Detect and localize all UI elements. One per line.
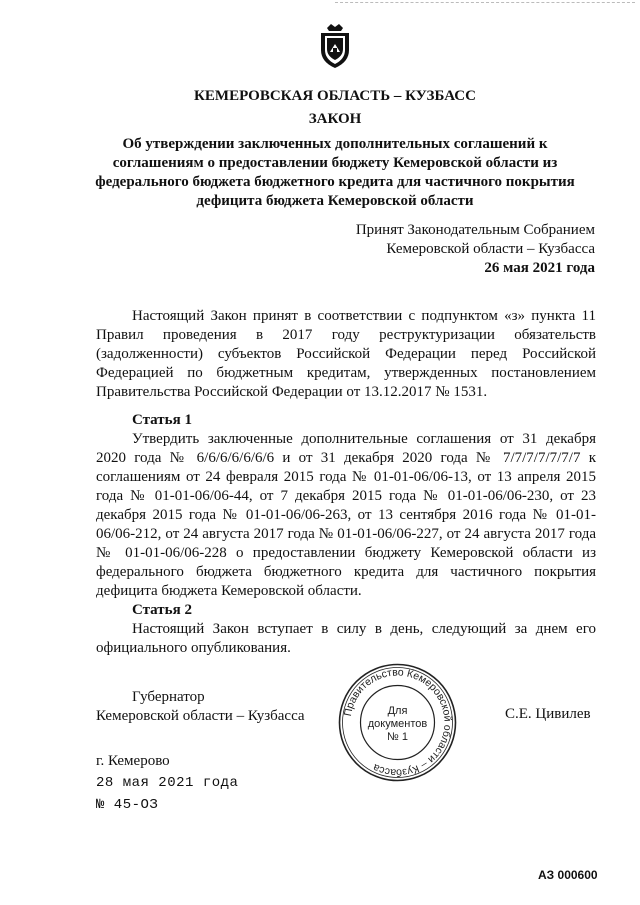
law-number: № 45-ОЗ [96,797,159,813]
article-1-body [96,430,596,601]
signatory-name: С.Е. Цивилев [505,706,591,722]
scan-edge-line [335,2,635,4]
adoption-line-1: Принят Законодательным Собранием [355,222,595,238]
form-serial-number: АЗ 000600 [538,868,598,882]
place-and-date-block [96,750,238,816]
document-type-heading: ЗАКОН [308,111,362,127]
article-2-heading: Статья 2 [132,602,192,618]
signatory-title-line-2: Кемеровской области – Кузбасса [96,708,305,724]
signatory-title-line-1: Губернатор [132,689,205,705]
article-1-heading: Статья 1 [132,412,192,428]
stamp-ring-text: Правительство Кемеровской области – Кузбасса [341,666,454,779]
intro-paragraph [96,307,596,402]
stamp-center-line-3: № 1 [387,731,408,743]
adoption-block [295,221,595,278]
adoption-line-2: Кемеровской области – Кузбасса [386,241,595,257]
signing-date: 28 мая 2021 года [96,775,239,791]
stamp-center-line-2: документов [367,718,428,730]
intro-text: Настоящий Закон принят в соответствии с подпунктом «з» пункта 11 Правил проведения в 2017 году реструктуризации обязательств (задолженности) субъектов Российской Федерации перед Российской Федерацией по бюджетным кредитам, утвержденных постановлением Правительства Российской Федерации от 13.12.2017 № 1531. [96,308,596,400]
adoption-date: 26 мая 2021 года [484,260,595,276]
article-2-body [96,620,596,658]
law-title: Об утверждении заключенных дополнительных соглашений к соглашениям о предоставлении бюджету Кемеровской области из федерального бюджета бюджетного кредита для частичного покрытия дефицита бюджета Кемеровской области [95,136,575,209]
stamp-center-line-1: Для [387,705,408,717]
official-stamp [335,660,460,785]
article-1-text: Утвердить заключенные дополнительные соглашения от 31 декабря 2020 года № 6/6/6/6/6/6/6 и от 31 декабря 2020 года № 7/7/7/7/7/7/7 к соглашениям от 24 февраля 2015 года № 01-01-06/06-13, от 13 апреля 2015 года № 01-01-06/06-44, от 7 декабря 2015 года № 01-01-06/06-230, от 23 декабря 2015 года № 01-01-06/06-263, от 13 сентября 2016 года № 01-01-06/06-212, от 24 августа 2017 года № 01-01-06/06-227, от 24 августа 2017 года № 01-01-06/06-228 о предоставлении бюджету Кемеровской области из федерального бюджета бюджетного кредита для частичного покрытия дефицита бюджета Кемеровской области. [96,431,596,599]
coat-of-arms-icon [315,22,355,70]
article-2-text: Настоящий Закон вступает в силу в день, следующий за днем его официального опубликования. [96,621,596,656]
signatory-title [96,688,326,726]
city: г. Кемерово [96,753,170,769]
region-heading: КЕМЕРОВСКАЯ ОБЛАСТЬ – КУЗБАСС [194,88,476,104]
